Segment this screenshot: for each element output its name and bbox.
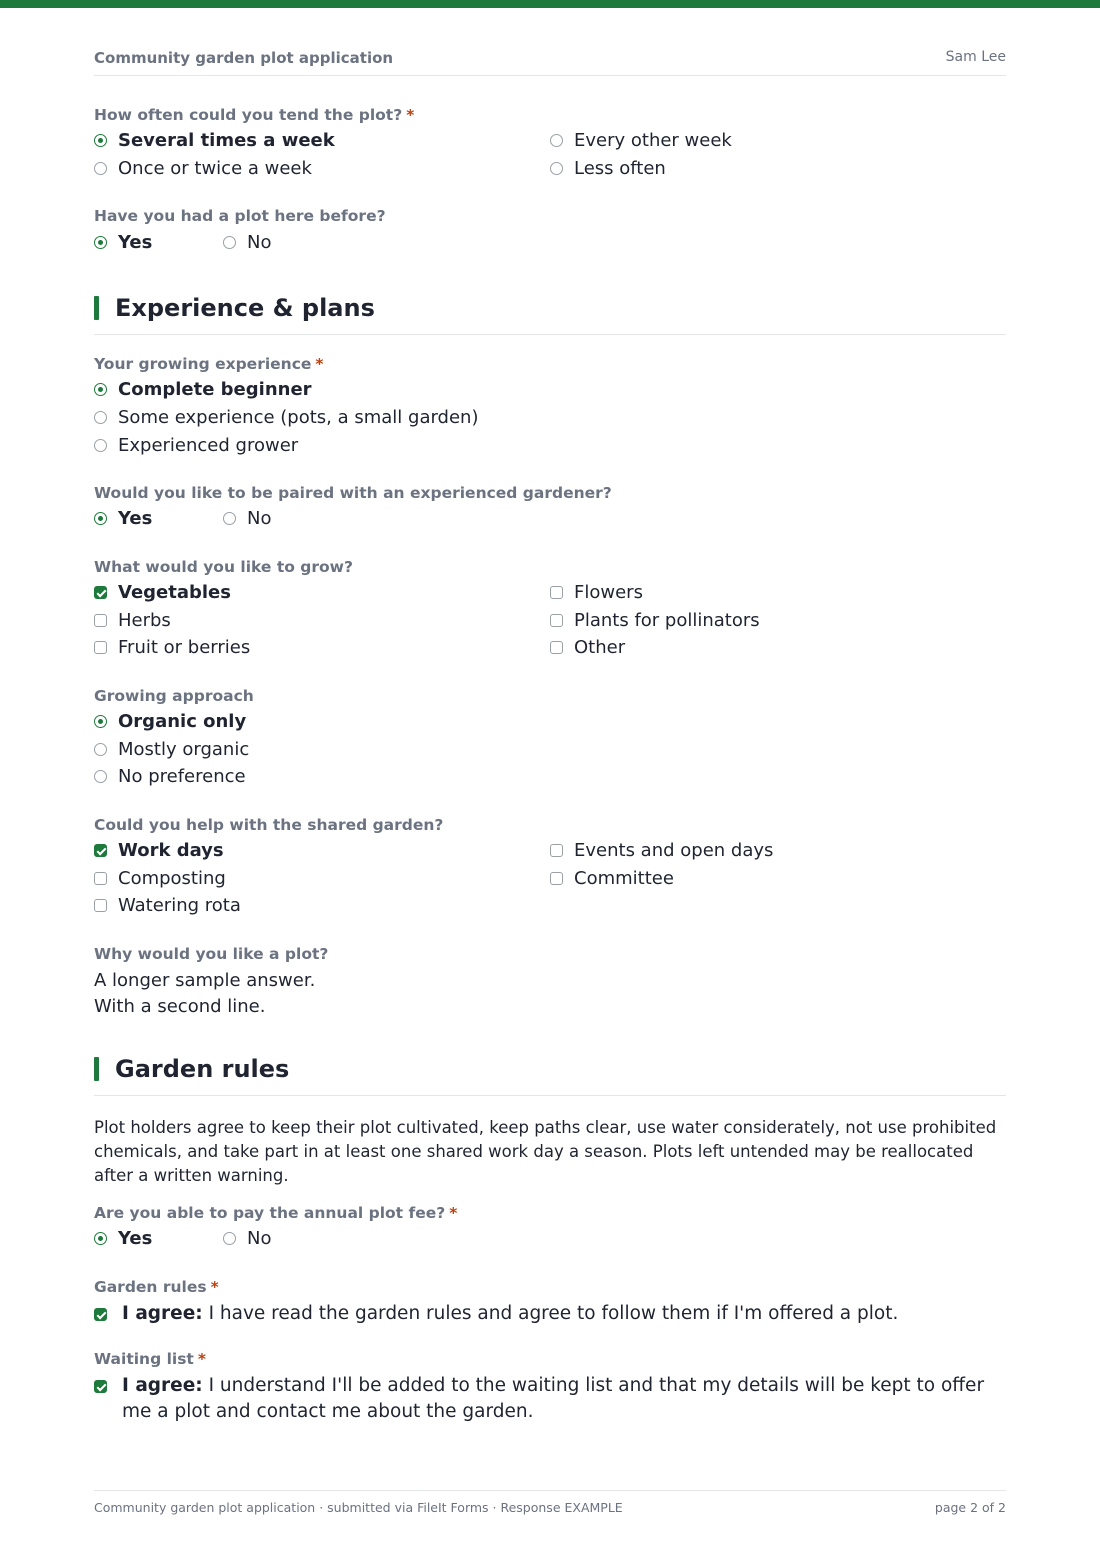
- question-label: Your growing experience: [94, 355, 312, 373]
- option-label: No preference: [118, 766, 246, 787]
- page-number: page 2 of 2: [934, 1500, 1006, 1515]
- question-label: Have you had a plot here before?: [94, 207, 386, 225]
- option-label: No: [247, 232, 272, 253]
- option-label: Plants for pollinators: [574, 610, 760, 631]
- radio-option[interactable]: [94, 710, 246, 734]
- option-label: Other: [574, 637, 626, 658]
- question-help: [94, 815, 1006, 835]
- answer-line: A longer sample answer.: [94, 970, 316, 991]
- radio-option[interactable]: [94, 738, 249, 762]
- option-label: Mostly organic: [118, 739, 250, 760]
- option-label: Organic only: [118, 711, 247, 732]
- option-label: Flowers: [574, 582, 643, 603]
- radio-option[interactable]: [94, 378, 312, 402]
- checkbox-option[interactable]: [94, 839, 224, 863]
- radio-option[interactable]: [94, 129, 335, 153]
- checkbox-icon: [94, 614, 107, 627]
- checkbox-checked-icon: [94, 844, 107, 857]
- question-label: Are you able to pay the annual plot fee?: [94, 1204, 446, 1222]
- checkbox-option[interactable]: [94, 894, 241, 918]
- option-label: Less often: [574, 158, 666, 179]
- checkbox-option[interactable]: [550, 867, 674, 891]
- radio-selected-icon: [94, 1232, 107, 1245]
- section-title: Garden rules: [115, 1055, 290, 1083]
- option-label: Watering rota: [118, 895, 241, 916]
- radio-option[interactable]: [94, 231, 152, 255]
- agree-label: I agree:: [122, 1375, 203, 1396]
- option-label: Events and open days: [574, 840, 774, 861]
- section-rules: [94, 1055, 1006, 1096]
- radio-option[interactable]: [223, 507, 271, 531]
- checkbox-option[interactable]: [550, 839, 773, 863]
- section-experience: [94, 294, 1006, 335]
- radio-icon: [550, 162, 563, 175]
- required-mark: *: [449, 1204, 458, 1222]
- radio-icon: [223, 236, 236, 249]
- checkbox-option[interactable]: [94, 609, 171, 633]
- radio-selected-icon: [94, 236, 107, 249]
- checkbox-icon: [550, 586, 563, 599]
- radio-option[interactable]: [94, 507, 152, 531]
- checkbox-option[interactable]: [550, 581, 643, 605]
- question-label: Garden rules: [94, 1278, 207, 1296]
- form-title: Community garden plot application: [94, 49, 394, 67]
- checkbox-icon: [94, 641, 107, 654]
- page-footer: [94, 1490, 1006, 1515]
- checkbox-icon: [550, 872, 563, 885]
- option-label: Herbs: [118, 610, 171, 631]
- agree-text: I understand I'll be added to the waiting list and that my details will be kept to offer me a plot and contact me about the garden.: [122, 1375, 985, 1422]
- agree-label: I agree:: [122, 1303, 203, 1324]
- radio-option[interactable]: [223, 1227, 271, 1251]
- question-experience: [94, 354, 1006, 374]
- radio-selected-icon: [94, 512, 107, 525]
- radio-selected-icon: [94, 715, 107, 728]
- question-label: Would you like to be paired with an experienced gardener?: [94, 484, 612, 502]
- radio-option[interactable]: [550, 129, 732, 153]
- page-header: [94, 47, 1006, 76]
- option-label: Every other week: [574, 130, 732, 151]
- agree-checkbox-rules[interactable]: [94, 1301, 1006, 1327]
- checkbox-checked-icon: [94, 586, 107, 599]
- radio-selected-icon: [94, 134, 107, 147]
- question-before: [94, 206, 1006, 226]
- question-rules-agree: [94, 1277, 1006, 1297]
- option-label: Committee: [574, 868, 674, 889]
- answer-line: With a second line.: [94, 996, 266, 1017]
- radio-icon: [223, 1232, 236, 1245]
- question-label: Waiting list: [94, 1350, 194, 1368]
- option-label: Composting: [118, 868, 226, 889]
- checkbox-checked-icon: [94, 1308, 107, 1321]
- agree-checkbox-waiting[interactable]: [94, 1373, 1006, 1425]
- question-grow: [94, 557, 1006, 577]
- radio-icon: [94, 439, 107, 452]
- question-label: Could you help with the shared garden?: [94, 816, 444, 834]
- section-title: Experience & plans: [115, 294, 375, 322]
- radio-icon: [223, 512, 236, 525]
- agree-text: I have read the garden rules and agree to follow them if I'm offered a plot.: [208, 1303, 899, 1324]
- radio-option[interactable]: [550, 157, 666, 181]
- checkbox-icon: [550, 641, 563, 654]
- question-paired: [94, 483, 1006, 503]
- option-label: Work days: [118, 840, 224, 861]
- option-label: Several times a week: [118, 130, 335, 151]
- option-label: Yes: [118, 1228, 153, 1249]
- radio-icon: [94, 770, 107, 783]
- required-mark: *: [210, 1278, 219, 1296]
- question-why: [94, 944, 1006, 964]
- radio-icon: [94, 411, 107, 424]
- section-accent-bar: [94, 296, 99, 320]
- option-label: No: [247, 1228, 272, 1249]
- text-answer: [94, 968, 1006, 1020]
- question-approach: [94, 686, 1006, 706]
- required-mark: *: [406, 106, 415, 124]
- checkbox-option[interactable]: [94, 867, 226, 891]
- checkbox-icon: [94, 872, 107, 885]
- option-label: Vegetables: [118, 582, 231, 603]
- question-label: What would you like to grow?: [94, 558, 353, 576]
- question-fee: [94, 1203, 1006, 1223]
- option-label: Yes: [118, 232, 153, 253]
- checkbox-icon: [550, 844, 563, 857]
- checkbox-option[interactable]: [550, 609, 760, 633]
- option-label: Once or twice a week: [118, 158, 312, 179]
- radio-selected-icon: [94, 383, 107, 396]
- question-waiting: [94, 1349, 1006, 1369]
- radio-option[interactable]: [94, 157, 312, 181]
- checkbox-option[interactable]: [94, 581, 231, 605]
- option-label: No: [247, 508, 272, 529]
- footer-info: Community garden plot application · submitted via FileIt Forms · Response EXAMPLE: [94, 1500, 623, 1515]
- rules-paragraph: Plot holders agree to keep their plot cultivated, keep paths clear, use water considerately, not use prohibited chemicals, and take part in at least one shared work day a season. Plots left untended may be reallocated after a written warning.: [94, 1118, 997, 1185]
- required-mark: *: [315, 355, 324, 373]
- question-label: Growing approach: [94, 687, 254, 705]
- option-label: Experienced grower: [118, 435, 299, 456]
- question-tend: [94, 105, 1006, 125]
- question-label: How often could you tend the plot?: [94, 106, 403, 124]
- option-label: Complete beginner: [118, 379, 312, 400]
- option-label: Fruit or berries: [118, 637, 251, 658]
- radio-option[interactable]: [223, 231, 271, 255]
- checkbox-option[interactable]: [550, 636, 625, 660]
- radio-option[interactable]: [94, 1227, 152, 1251]
- checkbox-option[interactable]: [94, 636, 250, 660]
- respondent-name: Sam Lee: [945, 49, 1006, 65]
- checkbox-checked-icon: [94, 1380, 107, 1393]
- option-label: Yes: [118, 508, 153, 529]
- question-label: Why would you like a plot?: [94, 945, 329, 963]
- required-mark: *: [197, 1350, 206, 1368]
- radio-option[interactable]: [94, 434, 298, 458]
- radio-icon: [94, 162, 107, 175]
- radio-icon: [550, 134, 563, 147]
- radio-option[interactable]: [94, 406, 478, 430]
- option-label: Some experience (pots, a small garden): [118, 407, 479, 428]
- checkbox-icon: [550, 614, 563, 627]
- top-accent-bar: [0, 0, 1100, 8]
- radio-icon: [94, 743, 107, 756]
- section-accent-bar: [94, 1057, 99, 1081]
- radio-option[interactable]: [94, 765, 246, 789]
- checkbox-icon: [94, 899, 107, 912]
